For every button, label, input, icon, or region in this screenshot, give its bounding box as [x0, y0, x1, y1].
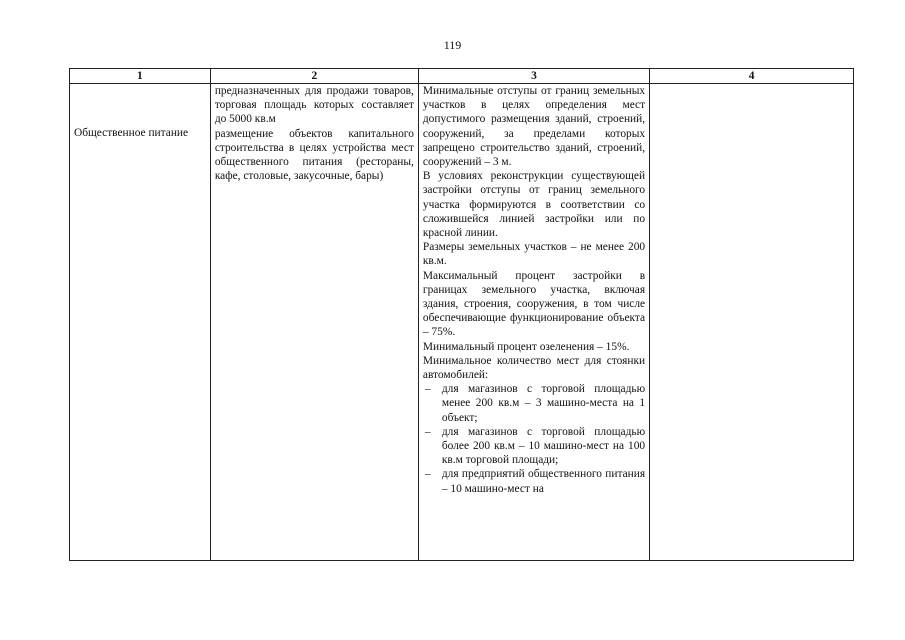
header-col-3: 3	[418, 69, 649, 84]
header-col-1: 1	[70, 69, 211, 84]
use-description-continued: предназначенных для продажи товаров, торговая площадь которых составляет до 5000 кв.м	[214, 85, 414, 126]
list-item-text: для предприятий общественного питания – 10 машино-мест на	[441, 468, 646, 495]
use-description-cell	[210, 84, 418, 561]
parameters-cell	[418, 84, 649, 561]
dash-marker: –	[424, 425, 431, 438]
list-item	[423, 425, 645, 468]
table-row	[70, 84, 854, 561]
list-item	[423, 467, 645, 495]
parking-list	[423, 382, 645, 496]
list-item	[423, 382, 645, 425]
use-type-cell	[70, 84, 211, 561]
parameter-paragraph: В условиях реконструкции существующей застройки отступы от границ земельного участка формируются в соответствии со сложившейся линией застройки или по красной линии.	[422, 170, 646, 240]
list-item-text: для магазинов с торговой площадью более 200 кв.м – 10 машино-мест на 100 кв.м торговой площади;	[441, 425, 646, 467]
header-col-4: 4	[650, 69, 854, 84]
dash-marker: –	[424, 383, 431, 396]
notes-cell	[650, 84, 854, 561]
parameter-paragraph: Максимальный процент застройки в границах земельного участка, включая здания, строения, сооружения, в том числе обеспечивающие функционирование объекта – 75%.	[422, 269, 646, 339]
parameter-paragraph: Минимальный процент озеленения – 15%.	[422, 340, 630, 353]
parameter-paragraph: Минимальное количество мест для стоянки автомобилей:	[422, 354, 646, 382]
parameter-paragraph: Размеры земельных участков – не менее 200 кв.м.	[422, 241, 646, 268]
dash-marker: –	[424, 468, 431, 481]
parameter-paragraph: Минимальные отступы от границ земельных участков в целях определения мест допустимого размещения зданий, строений, сооружений, за пределами которых запрещено строительство зданий, строений, сооружений – 3 м.	[422, 85, 646, 169]
use-description: размещение объектов капитального строительства в целях устройства мест общественного питания (рестораны, кафе, столовые, закусочные, бары)	[214, 127, 414, 183]
use-type-name: Общественное питание	[74, 127, 189, 139]
page-number: 119	[443, 38, 462, 52]
table-header-row	[70, 69, 854, 84]
list-item-text: для магазинов с торговой площадью менее 200 кв.м – 3 машино-места на 1 объект;	[441, 383, 646, 424]
regulations-table	[69, 68, 854, 561]
header-col-2: 2	[210, 69, 418, 84]
